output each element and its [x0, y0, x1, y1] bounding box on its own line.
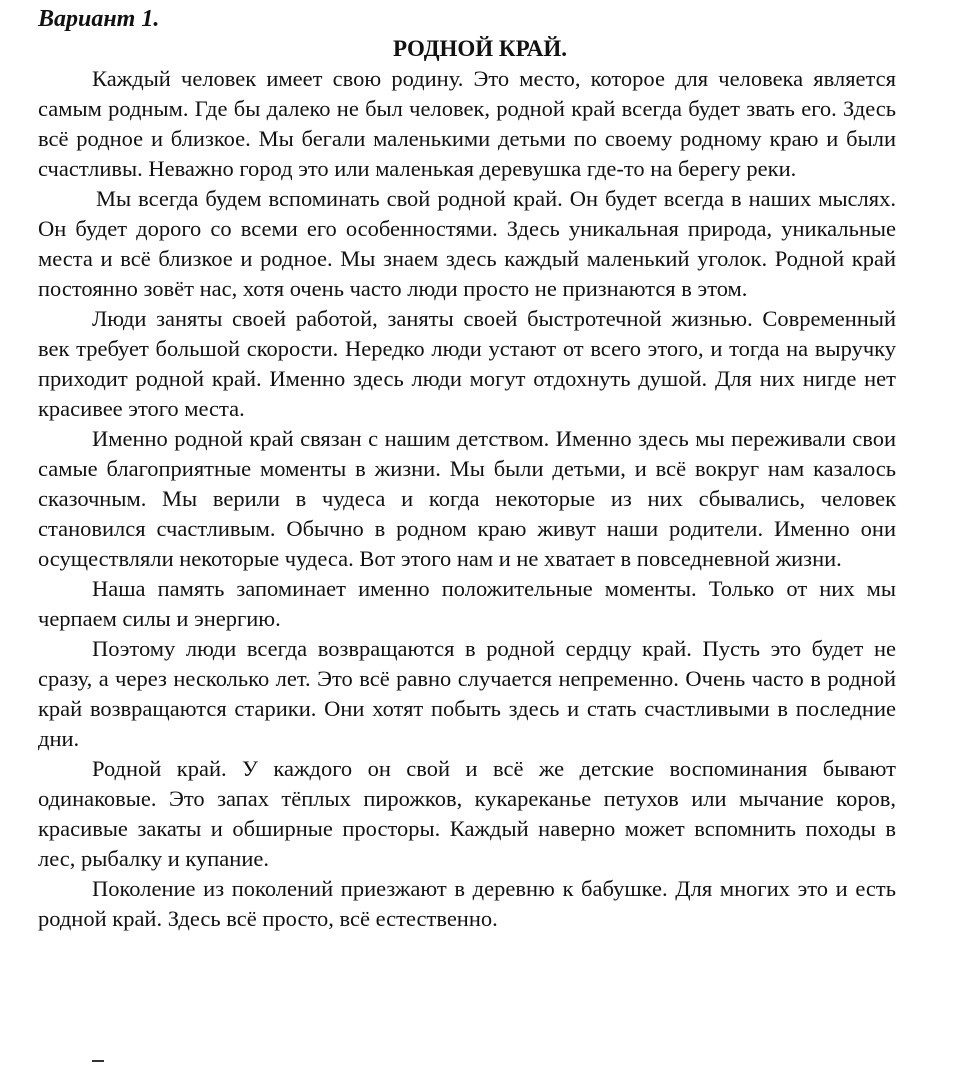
- paragraph: Поколение из поколений приезжают в деревню к бабушке. Для многих это и есть родной край. Здесь всё просто, всё естественно.: [38, 876, 896, 931]
- paragraph: Именно родной край связан с нашим детством. Именно здесь мы переживали свои самые благоприятные моменты в жизни. Мы были детьми, и всё вокруг нам казалось сказочным. Мы верили в чудеса и когда некоторые из них сбывались, человек становился счастливым. Обычно в родном краю живут наши родители. Именно они осуществляли некоторые чудеса. Вот этого нам и не хватает в повседневной жизни.: [38, 426, 896, 571]
- paragraph: Поэтому люди всегда возвращаются в родной сердцу край. Пусть это будет не сразу, а через несколько лет. Это всё равно случается непременно. Очень часто в родной край возвращаются старики. Они хотят побыть здесь и стать счастливыми в последние дни.: [38, 636, 896, 751]
- paragraph: Наша память запоминает именно положительные моменты. Только от них мы черпаем силы и энергию.: [38, 576, 896, 631]
- cut-off-text-fragment: [92, 1060, 104, 1062]
- paragraph: Мы всегда будем вспоминать свой родной край. Он будет всегда в наших мыслях. Он будет дорого со всеми его особенностями. Здесь уникальная природа, уникальные места и всё близкое и родное. Мы знаем здесь каждый маленький уголок. Родной край постоянно зовёт нас, хотя очень часто люди просто не признаются в этом.: [38, 186, 896, 301]
- paragraph: Родной край. У каждого он свой и всё же детские воспоминания бывают одинаковые. Это запах тёплых пирожков, кукареканье петухов или мычание коров, красивые закаты и обширные просторы. Каждый наверно может вспомнить походы в лес, рыбалку и купание.: [38, 756, 896, 871]
- paragraph: Каждый человек имеет свою родину. Это место, которое для человека является самым родным. Где бы далеко не был человек, родной край всегда будет звать его. Здесь всё родное и близкое. Мы бегали маленькими детьми по своему родному краю и были счастливы. Неважно город это или маленькая деревушка где-то на берегу реки.: [38, 66, 896, 181]
- essay-body: [38, 64, 896, 934]
- variant-label: Вариант 1.: [38, 6, 160, 32]
- page-title: РОДНОЙ КРАЙ.: [393, 36, 567, 61]
- paragraph: Люди заняты своей работой, заняты своей быстротечной жизнью. Современный век требует большой скорости. Нередко люди устают от всего этого, и тогда на выручку приходит родной край. Именно здесь люди могут отдохнуть душой. Для них нигде нет красивее этого места.: [38, 306, 896, 421]
